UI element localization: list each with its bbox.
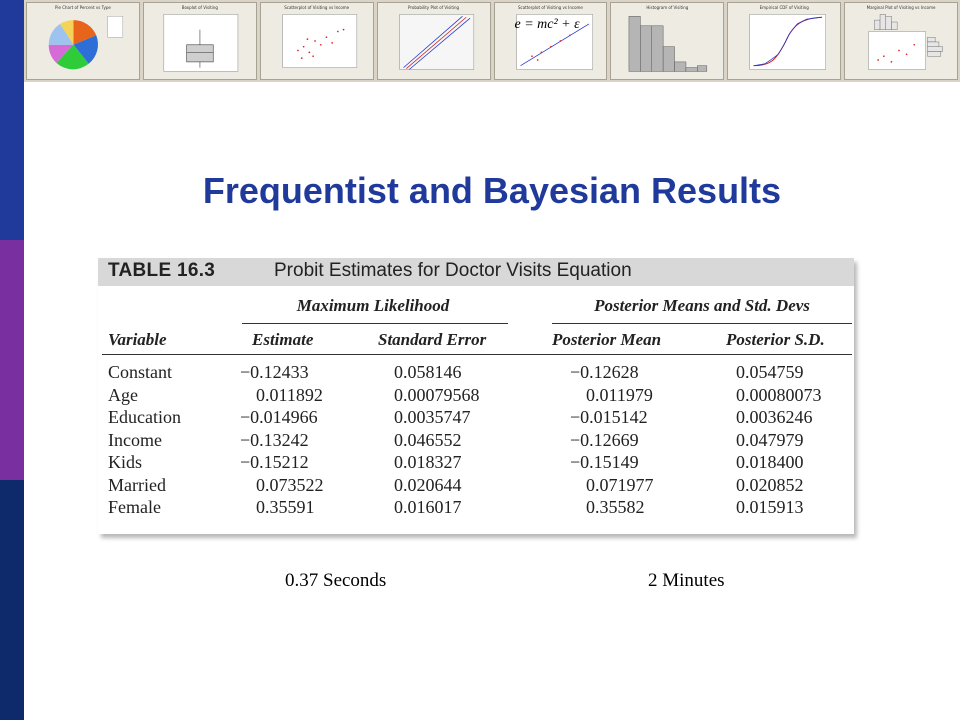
bayesian-time: 2 Minutes: [648, 570, 725, 591]
table-row: [98, 475, 854, 497]
variable-name: Constant: [108, 362, 173, 382]
table-row: [98, 497, 854, 519]
table-cell: 0.00080073: [736, 384, 822, 405]
table-cell: 0.046552: [394, 429, 462, 450]
thumb-pie-chart: [26, 2, 140, 80]
col-header-estimate: Estimate: [252, 330, 314, 349]
table-cell: 0.058146: [394, 362, 462, 382]
col-header-variable: Variable: [108, 330, 167, 349]
variable-name: Married: [108, 474, 166, 495]
probability-plot-graphic: [378, 3, 490, 79]
variable-name: Female: [108, 497, 161, 517]
thumb-caption: Boxplot of Visiting: [181, 5, 218, 10]
thumb-marginal-plot: [844, 2, 958, 80]
accent-stripe-bottom: [0, 480, 24, 720]
table-cell: 0.011979: [586, 384, 653, 405]
table-cell: 0.020644: [394, 474, 462, 495]
col-header-standard-error: Standard Error: [378, 330, 487, 349]
table-cell: 0.0035747: [394, 407, 471, 427]
variable-name: Income: [108, 429, 162, 450]
table-cell: −0.13242: [240, 429, 309, 450]
thumb-boxplot: [143, 2, 257, 80]
group-underline-bayes: [552, 323, 852, 324]
table-cell: −0.12628: [570, 362, 639, 382]
group-header-bayes: Posterior Means and Std. Devs: [594, 296, 810, 315]
table-row: [98, 407, 854, 429]
thumbnail-banner: [24, 0, 960, 82]
scatterplot-graphic: [261, 3, 373, 79]
table-cell: −0.015142: [570, 407, 648, 427]
table-row: [98, 430, 854, 452]
boxplot-graphic: [144, 3, 256, 79]
table-cell: 0.047979: [736, 429, 804, 450]
table-cell: 0.073522: [256, 474, 324, 495]
table-cell: 0.011892: [256, 384, 323, 405]
col-header-posterior-mean: Posterior Mean: [552, 330, 662, 349]
table-cell: −0.15149: [570, 452, 639, 472]
thumb-caption: Probability Plot of Visiting: [408, 5, 460, 10]
slide-title: Frequentist and Bayesian Results: [202, 170, 782, 211]
histogram-graphic: [611, 3, 723, 79]
table-cell: 0.071977: [586, 474, 654, 495]
col-header-posterior-sd: Posterior S.D.: [726, 330, 825, 349]
empirical-cdf-graphic: [728, 3, 840, 79]
table-cell: 0.015913: [736, 497, 804, 517]
thumb-caption: Empirical CDF of Visiting: [759, 5, 809, 10]
accent-stripe-middle: [0, 240, 24, 480]
formula-scatter-graphic: [495, 3, 607, 79]
table-row: [98, 385, 854, 407]
table-row: [98, 362, 854, 384]
thumb-formula-scatter: [494, 2, 608, 80]
pie-chart-graphic: [27, 3, 139, 79]
group-underline-ml: [242, 323, 508, 324]
table-cell: 0.0036246: [736, 407, 813, 427]
thumb-empirical-cdf: [727, 2, 841, 80]
thumb-scatterplot: [260, 2, 374, 80]
variable-name: Age: [108, 384, 138, 405]
table-cell: 0.020852: [736, 474, 804, 495]
thumb-histogram: [610, 2, 724, 80]
table-cell: 0.018400: [736, 452, 804, 472]
table-cell: −0.12433: [240, 362, 309, 382]
thumb-caption: Marginal Plot of Visiting vs Income: [866, 5, 936, 10]
table-cell: 0.35582: [586, 497, 645, 517]
frequentist-time: 0.37 Seconds: [285, 570, 387, 591]
table-cell: 0.016017: [394, 497, 462, 517]
table-caption: Probit Estimates for Doctor Visits Equation: [274, 260, 632, 281]
thumb-caption: Scatterplot of Visiting vs Income: [284, 5, 350, 10]
thumb-caption: Pie Chart of Percent vs Type: [55, 5, 111, 10]
table-cell: 0.018327: [394, 452, 462, 472]
marginal-plot-graphic: [845, 3, 957, 79]
table-cell: −0.15212: [240, 452, 309, 472]
table-cell: 0.35591: [256, 497, 315, 517]
table-caption-bar: [98, 258, 854, 286]
table-cell: 0.054759: [736, 362, 804, 382]
table-cell: −0.12669: [570, 429, 639, 450]
group-header-ml: Maximum Likelihood: [296, 296, 450, 315]
table-cell: 0.00079568: [394, 384, 480, 405]
estimates-table: [98, 258, 854, 534]
thumb-caption: Histogram of Visiting: [646, 5, 689, 10]
formula-text: e = mc² + ε: [514, 17, 580, 32]
thumb-probability-plot: [377, 2, 491, 80]
variable-name: Education: [108, 407, 181, 427]
accent-stripe-top: [0, 0, 24, 240]
thumb-caption: Scatterplot of Visiting vs Income: [517, 5, 583, 10]
variable-name: Kids: [108, 452, 143, 472]
table-number: TABLE 16.3: [108, 260, 216, 281]
table-row: [98, 452, 854, 474]
table-cell: −0.014966: [240, 407, 318, 427]
header-rule: [102, 354, 852, 355]
